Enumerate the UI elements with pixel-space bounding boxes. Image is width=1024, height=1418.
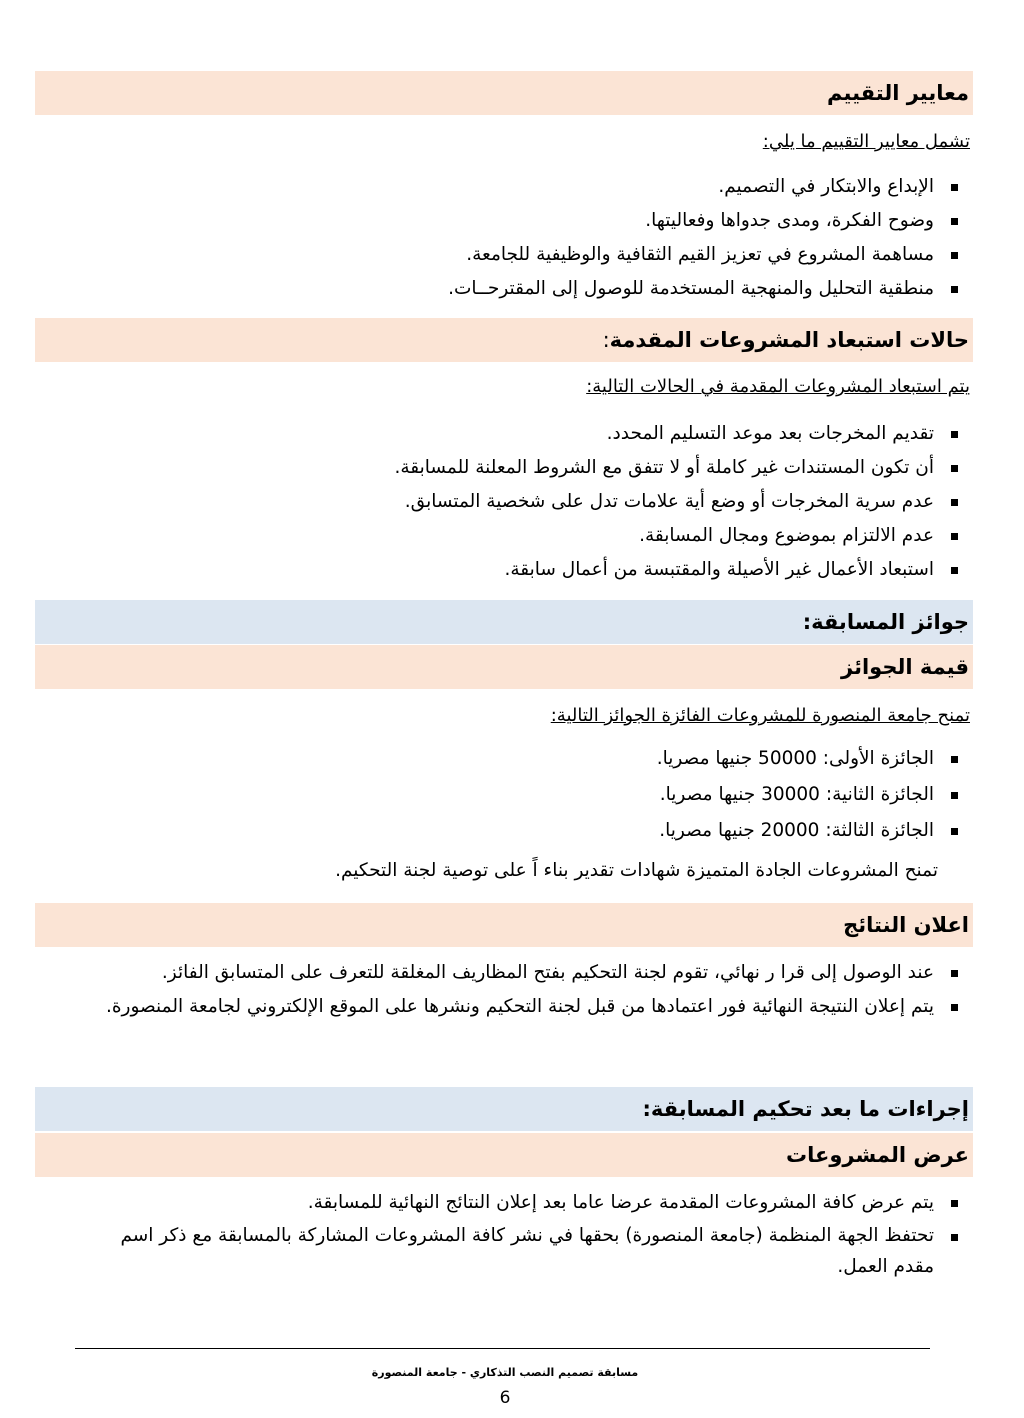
section-subheading-projects-display: عرض المشروعات <box>35 1133 973 1177</box>
results-list <box>54 956 934 1024</box>
bullet-icon <box>951 970 958 977</box>
bullet-icon <box>951 1234 958 1241</box>
bullet-icon <box>951 218 958 225</box>
bullet-icon <box>951 465 958 472</box>
prizes-note: تمنح المشروعات الجادة المتميزة شهادات تقدير بناء اً على توصية لجنة التحكيم. <box>335 860 938 881</box>
bullet-icon <box>951 431 958 438</box>
list-item: يتم إعلان النتيجة النهائية فور اعتمادها من قبل لجنة التحكيم ونشرها على الموقع الإلكتروني لجامعة المنصورة. <box>54 990 934 1024</box>
section-heading-prizes: جوائز المسابقة: <box>35 600 973 644</box>
list-item: استبعاد الأعمال غير الأصيلة والمقتبسة من أعمال سابقة. <box>54 553 934 587</box>
exclusion-intro: يتم استبعاد المشروعات المقدمة في الحالات التالية: <box>586 376 970 397</box>
list-item: تحتفظ الجهة المنظمة (جامعة المنصورة) بحقها في نشر كافة المشروعات المشاركة بالمسابقة مع ذكر اسم مقدم العمل. <box>89 1220 934 1282</box>
bullet-icon <box>951 567 958 574</box>
page-number: 6 <box>499 1388 511 1408</box>
prizes-list <box>54 742 934 850</box>
section-subheading-prize-value: قيمة الجوائز <box>35 645 973 689</box>
prizes-intro: تمنح جامعة المنصورة للمشروعات الفائزة الجوائز التالية: <box>550 705 970 726</box>
list-item: عند الوصول إلى قرا ر نهائي، تقوم لجنة التحكيم بفتح المظاريف المغلقة للتعرف على المتسابق الفائز. <box>54 956 934 990</box>
list-item: عدم سرية المخرجات أو وضع أية علامات تدل على شخصية المتسابق. <box>54 485 934 519</box>
section-heading-exclusion: حالات استبعاد المشروعات المقدمة : <box>35 318 973 362</box>
bullet-icon <box>951 792 958 799</box>
bullet-icon <box>951 499 958 506</box>
criteria-intro: تشمل معايير التقييم ما يلي: <box>762 131 970 152</box>
list-item: الإبداع والابتكار في التصميم. <box>54 170 934 204</box>
criteria-list <box>54 170 934 306</box>
list-item: مساهمة المشروع في تعزيز القيم الثقافية والوظيفية للجامعة. <box>54 238 934 272</box>
bullet-icon <box>951 1200 958 1207</box>
section-heading-post-judging: إجراءات ما بعد تحكيم المسابقة: <box>35 1087 973 1131</box>
post-judging-list <box>54 1186 934 1282</box>
list-item: الجائزة الأولى: 50000 جنيها مصريا. <box>54 742 934 778</box>
list-item: وضوح الفكرة، ومدى جدواها وفعاليتها. <box>54 204 934 238</box>
bullet-icon <box>951 828 958 835</box>
list-item: الجائزة الثالثة: 20000 جنيها مصريا. <box>54 814 934 850</box>
exclusion-list <box>54 417 934 587</box>
list-item: عدم الالتزام بموضوع ومجال المسابقة. <box>54 519 934 553</box>
list-item: يتم عرض كافة المشروعات المقدمة عرضا عاما بعد إعلان النتائج النهائية للمسابقة. <box>54 1186 934 1220</box>
list-item: تقديم المخرجات بعد موعد التسليم المحدد. <box>54 417 934 451</box>
footer-divider <box>75 1348 930 1349</box>
list-item: الجائزة الثانية: 30000 جنيها مصريا. <box>54 778 934 814</box>
section-heading-criteria: معايير التقييم <box>35 71 973 115</box>
bullet-icon <box>951 756 958 763</box>
section-heading-results: اعلان النتائج <box>35 903 973 947</box>
list-item: أن تكون المستندات غير كاملة أو لا تتفق مع الشروط المعلنة للمسابقة. <box>54 451 934 485</box>
list-item: منطقية التحليل والمنهجية المستخدمة للوصول إلى المقترحــات. <box>54 272 934 306</box>
footer-text: مسابقة تصميم النصب التذكاري - جامعة المنصورة <box>371 1366 639 1379</box>
bullet-icon <box>951 286 958 293</box>
bullet-icon <box>951 1004 958 1011</box>
bullet-icon <box>951 533 958 540</box>
bullet-icon <box>951 252 958 259</box>
bullet-icon <box>951 184 958 191</box>
